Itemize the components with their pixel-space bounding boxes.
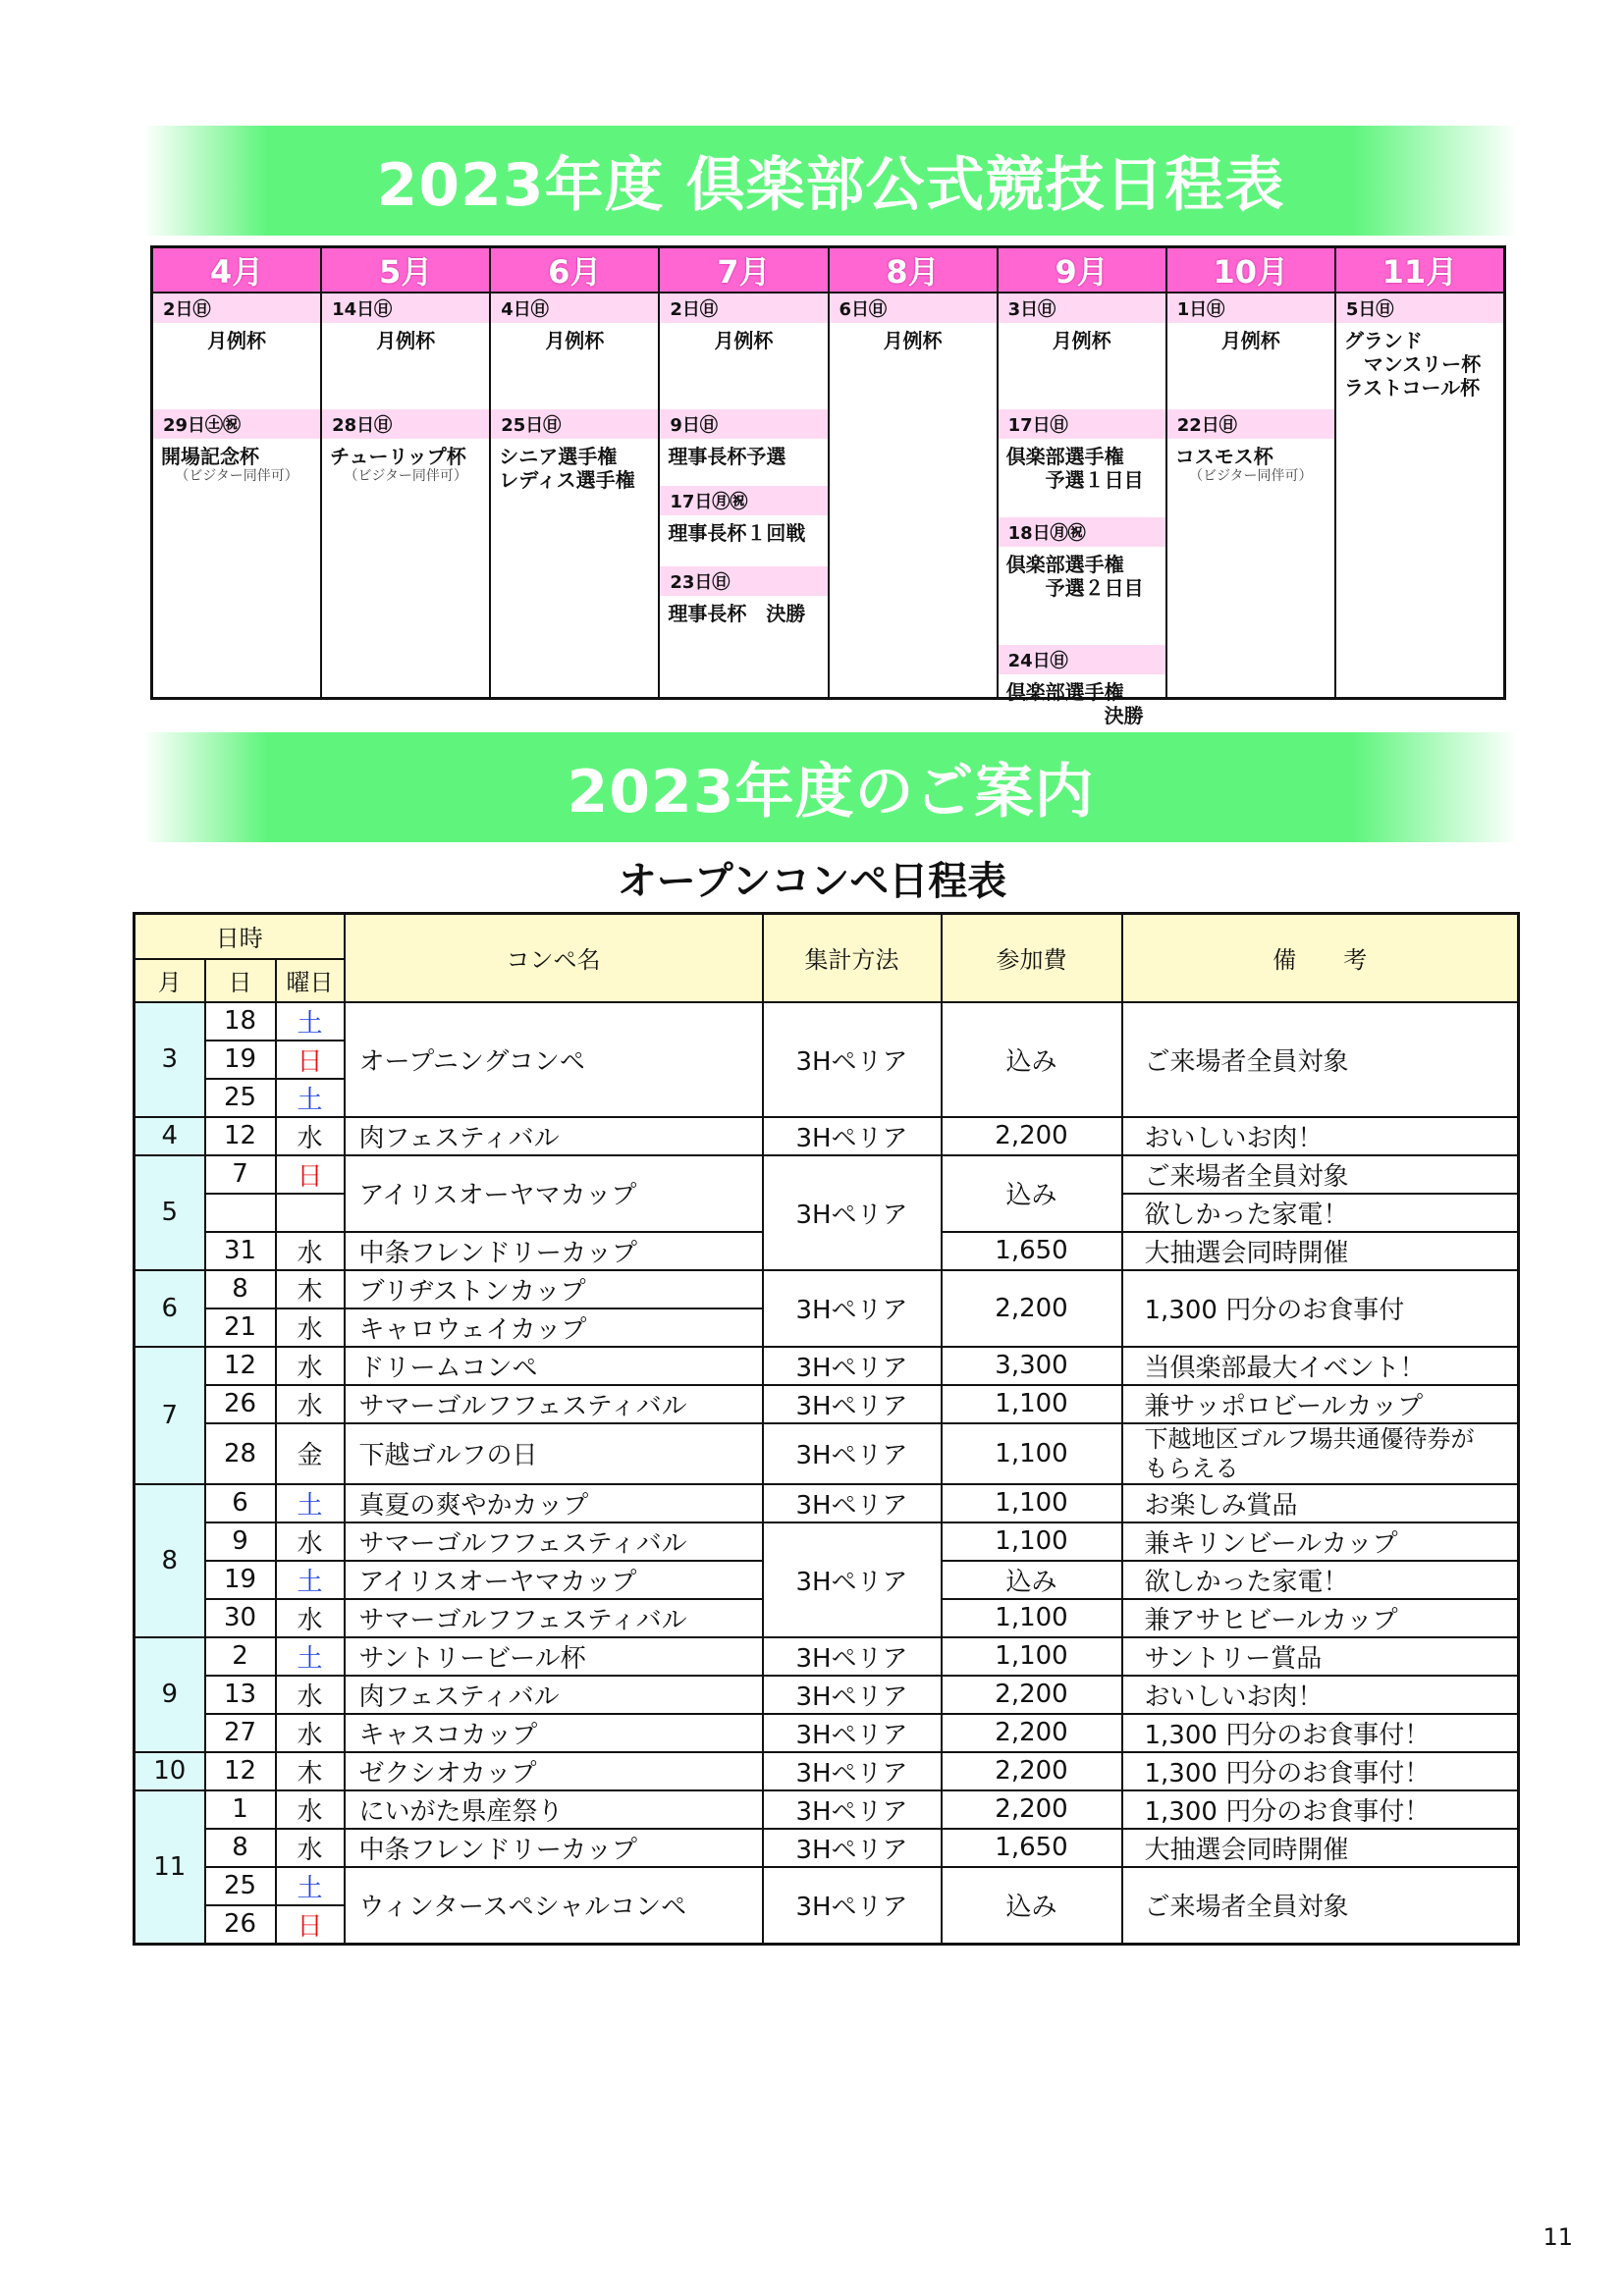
cell-wd: 水 xyxy=(276,1117,345,1155)
event-name: 月例杯 xyxy=(207,329,267,352)
event-date: 3日㊐ xyxy=(999,294,1165,323)
cell-fee: 込み xyxy=(942,1561,1122,1599)
cell-note: おいしいお肉！ xyxy=(1122,1117,1519,1155)
cell-method: 3Hペリア xyxy=(763,1484,942,1522)
cell-wd: 水 xyxy=(276,1714,345,1752)
schedule-event xyxy=(1336,294,1503,400)
cell-wd: 水 xyxy=(276,1676,345,1714)
event-date: 5日㊐ xyxy=(1336,294,1503,323)
month-header: 6月 xyxy=(491,248,658,294)
cell-fee: 込み xyxy=(942,1867,1122,1945)
table-row xyxy=(135,1155,1519,1194)
cell-day: 6 xyxy=(205,1484,276,1522)
header-name: コンペ名 xyxy=(345,914,763,1002)
cell-day: 2 xyxy=(205,1637,276,1676)
cell-method: 3Hペリア xyxy=(763,1385,942,1423)
event-name: 月例杯 xyxy=(1220,329,1280,352)
cell-name: 下越ゴルフの日 xyxy=(345,1423,763,1484)
cell-month: 11 xyxy=(135,1790,205,1945)
cell-note: 兼サッポロビールカップ xyxy=(1122,1385,1519,1423)
cell-day: 26 xyxy=(205,1385,276,1423)
cell-name: サマーゴルフフェスティバル xyxy=(345,1522,763,1561)
cell-wd: 日 xyxy=(276,1905,345,1945)
header-method: 集計方法 xyxy=(763,914,942,1002)
cell-fee: 1,100 xyxy=(942,1637,1122,1676)
guide-banner xyxy=(143,732,1518,842)
event-date: 17日㊊㊗ xyxy=(660,486,827,515)
cell-day: 8 xyxy=(205,1270,276,1308)
cell-name: にいがた県産祭り xyxy=(345,1790,763,1829)
event-date: 1日㊐ xyxy=(1167,294,1334,323)
cell-method: 3Hペリア xyxy=(763,1155,942,1270)
schedule-event xyxy=(660,486,827,545)
cell-day xyxy=(205,1194,276,1232)
table-row xyxy=(135,1002,1519,1041)
page-number: 11 xyxy=(1543,2223,1573,2251)
table-row xyxy=(135,1270,1519,1308)
cell-day: 12 xyxy=(205,1347,276,1385)
event-date: 2日㊐ xyxy=(153,294,320,323)
cell-name: アイリスオーヤマカップ xyxy=(345,1155,763,1232)
event-name: シニア選手権 レディス選手権 xyxy=(499,445,635,492)
event-note: （ビジター同伴可） xyxy=(1189,468,1313,484)
month-header: 11月 xyxy=(1336,248,1503,294)
cell-wd: 土 xyxy=(276,1484,345,1522)
cell-day: 25 xyxy=(205,1867,276,1905)
cell-day: 26 xyxy=(205,1905,276,1945)
month-column xyxy=(999,248,1167,727)
cell-note: 1,300 円分のお食事付！ xyxy=(1122,1752,1519,1790)
cell-fee: 3,300 xyxy=(942,1347,1122,1385)
month-column xyxy=(830,248,999,697)
cell-wd: 水 xyxy=(276,1829,345,1867)
month-header: 4月 xyxy=(153,248,320,294)
schedule-event xyxy=(322,409,489,484)
cell-note: 1,300 円分のお食事付！ xyxy=(1122,1714,1519,1752)
cell-wd: 土 xyxy=(276,1867,345,1905)
cell-wd xyxy=(276,1194,345,1232)
schedule-event xyxy=(322,294,489,352)
table-row xyxy=(135,1676,1519,1714)
cell-fee: 1,100 xyxy=(942,1484,1122,1522)
cell-note: 欲しかった家電！ xyxy=(1122,1194,1519,1232)
cell-name: キャロウェイカップ xyxy=(345,1308,763,1347)
schedule-event xyxy=(153,294,320,352)
guide-title: 2023年度のご案内 xyxy=(567,758,1095,827)
event-date: 9日㊐ xyxy=(660,409,827,439)
cell-note: 大抽選会同時開催 xyxy=(1122,1829,1519,1867)
cell-fee: 2,200 xyxy=(942,1714,1122,1752)
cell-month: 3 xyxy=(135,1002,205,1117)
cell-note: 1,300 円分のお食事付！ xyxy=(1122,1790,1519,1829)
cell-method: 3Hペリア xyxy=(763,1002,942,1117)
cell-fee: 1,650 xyxy=(942,1829,1122,1867)
cell-month: 6 xyxy=(135,1270,205,1347)
month-header: 8月 xyxy=(830,248,997,294)
cell-wd: 水 xyxy=(276,1385,345,1423)
cell-month: 5 xyxy=(135,1155,205,1270)
cell-day: 30 xyxy=(205,1599,276,1637)
cell-wd: 木 xyxy=(276,1270,345,1308)
cell-fee: 2,200 xyxy=(942,1270,1122,1347)
cell-day: 18 xyxy=(205,1002,276,1041)
cell-day: 19 xyxy=(205,1041,276,1079)
schedule-event xyxy=(660,409,827,468)
cell-method: 3Hペリア xyxy=(763,1270,942,1347)
schedule-event xyxy=(491,294,658,352)
month-header: 7月 xyxy=(660,248,827,294)
cell-day: 28 xyxy=(205,1423,276,1484)
schedule-event xyxy=(1167,409,1334,484)
event-date: 29日㊏㊗ xyxy=(153,409,320,439)
cell-name: 真夏の爽やかカップ xyxy=(345,1484,763,1522)
month-column xyxy=(491,248,660,697)
cell-method: 3Hペリア xyxy=(763,1676,942,1714)
cell-method: 3Hペリア xyxy=(763,1522,942,1637)
cell-day: 19 xyxy=(205,1561,276,1599)
schedule-event xyxy=(660,566,827,625)
cell-name: キャスコカップ xyxy=(345,1714,763,1752)
cell-name: 肉フェスティバル xyxy=(345,1117,763,1155)
cell-name: オープニングコンペ xyxy=(345,1002,763,1117)
cell-fee: 込み xyxy=(942,1002,1122,1117)
cell-day: 12 xyxy=(205,1117,276,1155)
schedule-event xyxy=(660,294,827,352)
cell-fee: 2,200 xyxy=(942,1676,1122,1714)
event-name: 理事長杯１回戦 xyxy=(668,521,806,545)
cell-note: 1,300 円分のお食事付 xyxy=(1122,1270,1519,1347)
cell-day: 27 xyxy=(205,1714,276,1752)
cell-month: 10 xyxy=(135,1752,205,1790)
open-compe-table xyxy=(133,912,1520,1946)
cell-wd: 木 xyxy=(276,1752,345,1790)
cell-fee: 1,100 xyxy=(942,1599,1122,1637)
cell-fee: 2,200 xyxy=(942,1790,1122,1829)
month-column xyxy=(322,248,491,697)
cell-fee: 1,100 xyxy=(942,1385,1122,1423)
cell-note: ご来場者全員対象 xyxy=(1122,1002,1519,1117)
cell-wd: 水 xyxy=(276,1522,345,1561)
schedule-event xyxy=(830,294,997,352)
schedule-event xyxy=(999,294,1165,352)
cell-wd: 水 xyxy=(276,1232,345,1270)
cell-name: サマーゴルフフェスティバル xyxy=(345,1385,763,1423)
event-date: 18日㊊㊗ xyxy=(999,517,1165,547)
event-name: 月例杯 xyxy=(376,329,436,352)
cell-wd: 日 xyxy=(276,1155,345,1194)
cell-name: 中条フレンドリーカップ xyxy=(345,1829,763,1867)
event-name: 月例杯 xyxy=(1052,329,1111,352)
cell-method: 3Hペリア xyxy=(763,1790,942,1829)
cell-fee: 2,200 xyxy=(942,1117,1122,1155)
event-name: 月例杯 xyxy=(545,329,605,352)
event-name: チューリップ杯 xyxy=(330,445,466,468)
month-header: 9月 xyxy=(999,248,1165,294)
cell-fee: 1,100 xyxy=(942,1423,1122,1484)
cell-name: 中条フレンドリーカップ xyxy=(345,1232,763,1270)
cell-method: 3Hペリア xyxy=(763,1752,942,1790)
cell-note: 兼アサヒビールカップ xyxy=(1122,1599,1519,1637)
cell-wd: 土 xyxy=(276,1637,345,1676)
month-header: 5月 xyxy=(322,248,489,294)
cell-wd: 金 xyxy=(276,1423,345,1484)
event-name: 倶楽部選手権 予選１日目 xyxy=(1005,445,1144,492)
cell-wd: 水 xyxy=(276,1308,345,1347)
cell-name: ウィンタースペシャルコンペ xyxy=(345,1867,763,1945)
cell-wd: 水 xyxy=(276,1599,345,1637)
table-row xyxy=(135,1752,1519,1790)
cell-day: 12 xyxy=(205,1752,276,1790)
event-date: 25日㊐ xyxy=(491,409,658,439)
cell-month: 7 xyxy=(135,1347,205,1484)
table-row xyxy=(135,1790,1519,1829)
cell-name: ドリームコンペ xyxy=(345,1347,763,1385)
month-column xyxy=(1167,248,1336,697)
event-name: 開場記念杯 xyxy=(161,445,259,468)
cell-day: 31 xyxy=(205,1232,276,1270)
month-column xyxy=(1336,248,1503,697)
cell-method: 3Hペリア xyxy=(763,1714,942,1752)
schedule-event xyxy=(999,517,1165,600)
cell-note: 欲しかった家電！ xyxy=(1122,1561,1519,1599)
event-name: 倶楽部選手権 予選２日目 xyxy=(1005,553,1144,600)
cell-method: 3Hペリア xyxy=(763,1347,942,1385)
cell-name: アイリスオーヤマカップ xyxy=(345,1561,763,1599)
event-name: コスモス杯 xyxy=(1174,445,1273,468)
cell-name: サントリービール杯 xyxy=(345,1637,763,1676)
cell-note: 当倶楽部最大イベント！ xyxy=(1122,1347,1519,1385)
cell-day: 13 xyxy=(205,1676,276,1714)
cell-day: 21 xyxy=(205,1308,276,1347)
cell-day: 25 xyxy=(205,1079,276,1117)
header-day: 日 xyxy=(205,959,276,1002)
schedule-event xyxy=(491,409,658,492)
open-compe-title: オープンコンペ日程表 xyxy=(617,859,1007,904)
cell-wd: 水 xyxy=(276,1790,345,1829)
header-note: 備 考 xyxy=(1122,914,1519,1002)
cell-note: ご来場者全員対象 xyxy=(1122,1867,1519,1945)
event-date: 28日㊐ xyxy=(322,409,489,439)
schedule-event xyxy=(999,645,1165,727)
table-row xyxy=(135,1714,1519,1752)
cell-wd: 土 xyxy=(276,1002,345,1041)
event-date: 24日㊐ xyxy=(999,645,1165,674)
event-name: 月例杯 xyxy=(714,329,774,352)
table-row xyxy=(135,1423,1519,1484)
cell-note: 下越地区ゴルフ場共通優待券が もらえる xyxy=(1122,1423,1519,1484)
cell-name: ゼクシオカップ xyxy=(345,1752,763,1790)
event-date: 22日㊐ xyxy=(1167,409,1334,439)
cell-method: 3Hペリア xyxy=(763,1423,942,1484)
header-fee: 参加費 xyxy=(942,914,1122,1002)
event-date: 4日㊐ xyxy=(491,294,658,323)
event-note: （ビジター同伴可） xyxy=(175,468,298,484)
official-schedule-table xyxy=(150,245,1506,727)
schedule-event xyxy=(999,409,1165,492)
table-row xyxy=(135,1484,1519,1522)
cell-day: 1 xyxy=(205,1790,276,1829)
month-column xyxy=(660,248,829,697)
schedule-event xyxy=(1167,294,1334,352)
cell-note: サントリー賞品 xyxy=(1122,1637,1519,1676)
table-row xyxy=(135,1347,1519,1385)
cell-note: おいしいお肉！ xyxy=(1122,1676,1519,1714)
event-name: グランド マンスリー杯 ラストコール杯 xyxy=(1343,329,1482,400)
month-header: 10月 xyxy=(1167,248,1334,294)
schedule-event xyxy=(153,409,320,484)
header-weekday: 曜日 xyxy=(276,959,345,1002)
cell-fee: 1,650 xyxy=(942,1232,1122,1270)
cell-day: 7 xyxy=(205,1155,276,1194)
cell-fee: 込み xyxy=(942,1155,1122,1232)
cell-name: ブリヂストンカップ xyxy=(345,1270,763,1308)
month-column xyxy=(153,248,322,697)
table-row xyxy=(135,1829,1519,1867)
cell-wd: 土 xyxy=(276,1079,345,1117)
table-row xyxy=(135,1522,1519,1561)
cell-method: 3Hペリア xyxy=(763,1637,942,1676)
cell-month: 8 xyxy=(135,1484,205,1637)
cell-wd: 水 xyxy=(276,1347,345,1385)
event-name: 倶楽部選手権 決勝 xyxy=(1005,680,1144,727)
cell-name: サマーゴルフフェスティバル xyxy=(345,1599,763,1637)
table-row xyxy=(135,1867,1519,1905)
cell-method: 3Hペリア xyxy=(763,1867,942,1945)
cell-fee: 1,100 xyxy=(942,1522,1122,1561)
cell-day: 9 xyxy=(205,1522,276,1561)
cell-wd: 土 xyxy=(276,1561,345,1599)
cell-method: 3Hペリア xyxy=(763,1117,942,1155)
schedule-banner xyxy=(143,126,1518,236)
cell-note: ご来場者全員対象 xyxy=(1122,1155,1519,1194)
event-date: 17日㊐ xyxy=(999,409,1165,439)
table-row xyxy=(135,1117,1519,1155)
cell-method: 3Hペリア xyxy=(763,1829,942,1867)
cell-note: 大抽選会同時開催 xyxy=(1122,1232,1519,1270)
event-date: 2日㊐ xyxy=(660,294,827,323)
event-note: （ビジター同伴可） xyxy=(344,468,467,484)
header-datetime: 日時 xyxy=(135,914,345,959)
schedule-title: 2023年度 倶楽部公式競技日程表 xyxy=(376,151,1285,220)
cell-day: 8 xyxy=(205,1829,276,1867)
cell-fee: 2,200 xyxy=(942,1752,1122,1790)
cell-month: 4 xyxy=(135,1117,205,1155)
event-name: 理事長杯予選 xyxy=(668,445,786,468)
event-date: 23日㊐ xyxy=(660,566,827,596)
table-row xyxy=(135,1637,1519,1676)
event-date: 14日㊐ xyxy=(322,294,489,323)
cell-name: 肉フェスティバル xyxy=(345,1676,763,1714)
header-month: 月 xyxy=(135,959,205,1002)
cell-note: お楽しみ賞品 xyxy=(1122,1484,1519,1522)
event-name: 理事長杯 決勝 xyxy=(668,602,806,625)
event-name: 月例杯 xyxy=(883,329,943,352)
cell-note: 兼キリンビールカップ xyxy=(1122,1522,1519,1561)
table-row xyxy=(135,1385,1519,1423)
cell-wd: 日 xyxy=(276,1041,345,1079)
cell-month: 9 xyxy=(135,1637,205,1752)
event-date: 6日㊐ xyxy=(830,294,997,323)
